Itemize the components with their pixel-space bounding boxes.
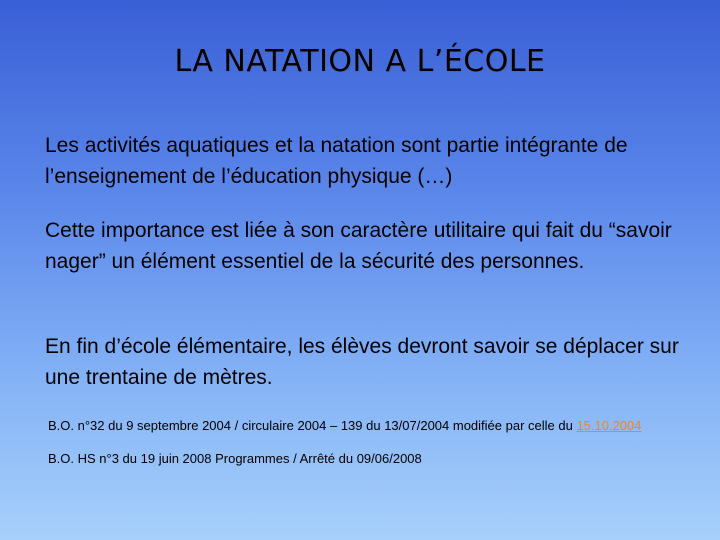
reference-bo-2004 xyxy=(48,418,713,433)
slide-title: LA NATATION A L’ÉCOLE xyxy=(174,44,546,79)
paragraph-activities: Les activités aquatiques et la natation sont partie intégrante de l’enseignement de l’éducation physique (…) xyxy=(45,134,628,188)
reference-bo-2008: B.O. HS n°3 du 19 juin 2008 Programmes / Arrêté du 09/06/2008 xyxy=(48,451,422,466)
paragraph-importance: Cette importance est liée à son caractère utilitaire qui fait du “savoir nager” un élément essentiel de la sécurité des personnes. xyxy=(45,219,672,273)
reference-date-link[interactable]: 15.10.2004 xyxy=(576,418,642,433)
reference-bo-2004-text: B.O. n°32 du 9 septembre 2004 / circulaire 2004 – 139 du 13/07/2004 modifiée par celle du xyxy=(48,418,577,433)
paragraph-objective: En fin d’école élémentaire, les élèves devront savoir se déplacer sur une trentaine de mètres. xyxy=(45,335,679,389)
